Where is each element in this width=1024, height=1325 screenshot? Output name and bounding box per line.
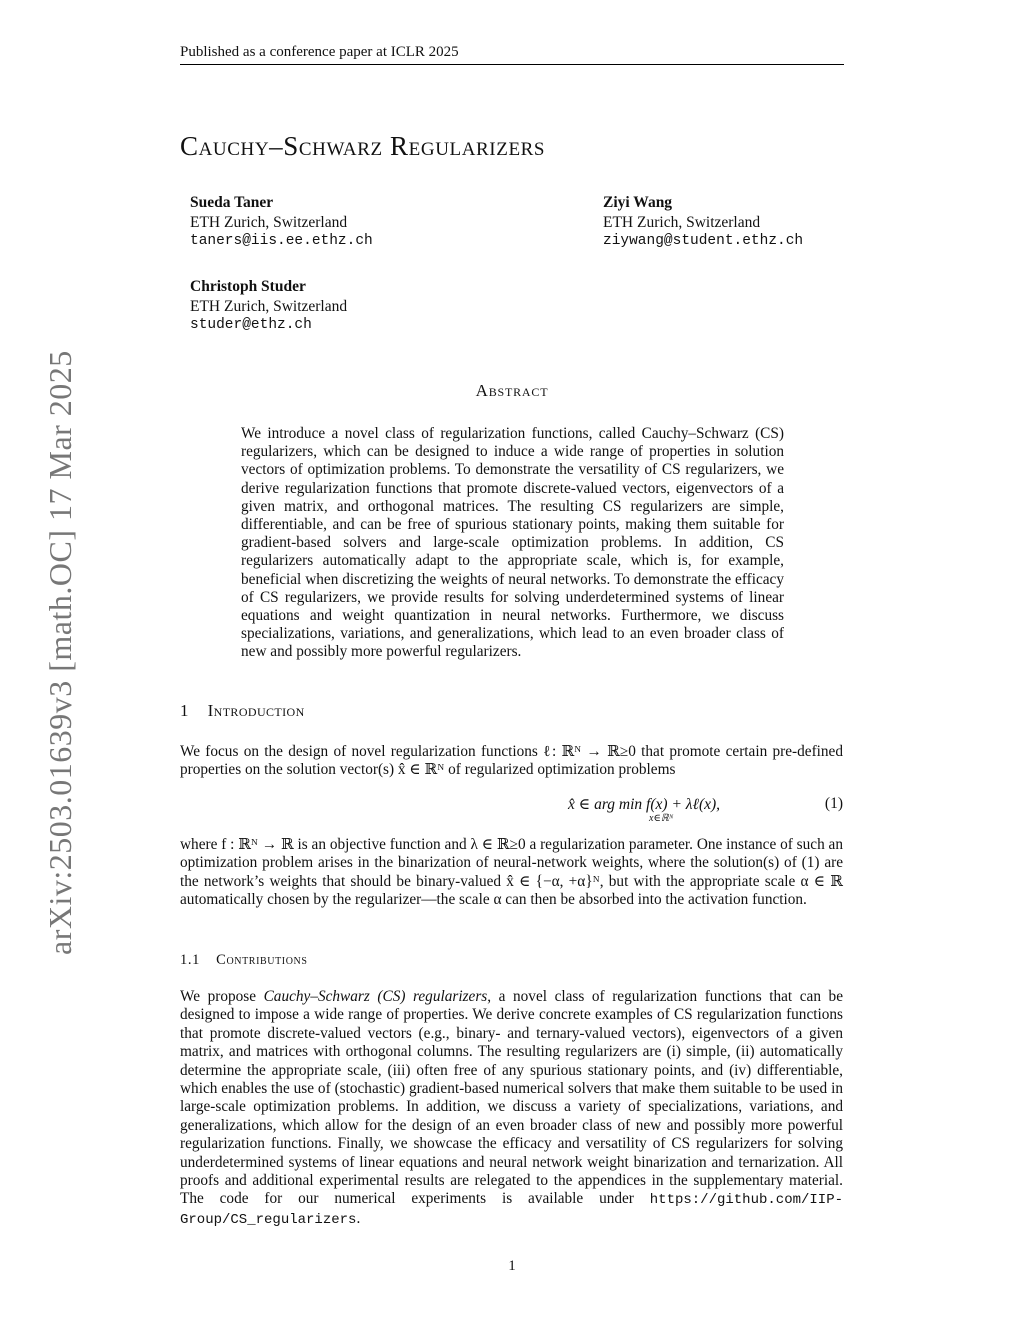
emphasis: Cauchy–Schwarz (CS) regularizers bbox=[263, 988, 488, 1005]
author-name: Christoph Studer bbox=[190, 278, 306, 295]
equation-1 bbox=[180, 793, 843, 829]
author-email[interactable]: studer@ethz.ch bbox=[190, 317, 312, 333]
author-block bbox=[603, 193, 803, 252]
subsection-heading bbox=[180, 952, 308, 969]
subsection-title: Contributions bbox=[216, 952, 308, 968]
author-affiliation: ETH Zurich, Switzerland bbox=[190, 213, 348, 231]
text-run: , a novel class of regularization functions that can be designed to impose a wide range of properties. We derive concrete examples of CS regularization functions that promote discrete-valued vectors (e.g., binary- and ternary-valued vectors), eigenvectors of a given matrix, and matrices with orthogonal columns. The resulting regularizers are (i) simple, (ii) automatically determine the appropriate scale, (iii) often free of any spurious stationary points, and (iv) differentiable, which enables the use of (stochastic) gradient-based numerical solvers that make them suitable to be used in large-scale optimization problems. In addition, we discuss a variety of specializations, variations, and generalizations, which allow for the design of an even broader class of new and possibly more powerful regularization functions. Finally, we showcase the efficacy and versatility of CS regularizers for solving underdetermined systems of linear equations and neural network weight binarization and ternarization. All proofs and additional experimental results are relegated to the appendices in the supplementary material. The code for our numerical experiments is available under bbox=[180, 988, 843, 1208]
section-number: 1 bbox=[180, 701, 189, 720]
equation-subscript: x∈ℝᴺ bbox=[649, 813, 674, 824]
author-email[interactable]: ziywang@student.ethz.ch bbox=[603, 233, 804, 249]
paper-title: Cauchy–Schwarz Regularizers bbox=[180, 131, 546, 161]
text-run: We propose bbox=[180, 988, 264, 1005]
abstract-text: We introduce a novel class of regularization functions, called Cauchy–Schwarz (CS) regularizers, which can be designed to induce a wide range of properties in solution vectors of optimization problems. To demonstrate the versatility of CS regularizers, we derive regularization functions that promote discrete-valued vectors, eigenvectors of a given matrix, and orthogonal matrices. The resulting CS regularizers are simple, differentiable, and can be free of spurious stationary points, making them suitable for gradient-based solvers and large-scale optimization problems. In addition, CS regularizers automatically adapt to the appropriate scale, which is, for example, beneficial when discretizing the weights of neural networks. To demonstrate the efficacy of CS regularizers, we provide results for solving underdetermined systems of linear equations and weight quantization in neural networks. Furthermore, we discuss specializations, variations, and generalizations, which lead to an even broader class of new and possibly more powerful regularizers. bbox=[241, 425, 784, 661]
page-number: 1 bbox=[508, 1258, 516, 1274]
intro-paragraph: We focus on the design of novel regularization functions ℓ: ℝᴺ → ℝ≥0 that promote certain pre-defined properties on the solution vector(s) x̂ ∈ ℝᴺ of regularized optimization problems bbox=[180, 743, 843, 779]
code-url-link[interactable]: https://github.com/IIP-Group/CS_regularizers bbox=[180, 1192, 843, 1228]
subsection-number: 1.1 bbox=[180, 952, 200, 968]
author-email[interactable]: taners@iis.ee.ethz.ch bbox=[190, 233, 373, 249]
author-block bbox=[190, 277, 347, 336]
author-name: Ziyi Wang bbox=[603, 194, 673, 211]
intro-paragraph: where f : ℝᴺ → ℝ is an objective function and λ ∈ ℝ≥0 a regularization parameter. One instance of such an optimization problem arises in the binarization of neural-network weights, where the solution(s) of (1) are the network’s weights that should be binary-valued x̂ ∈ {−α, +α}ᴺ, but with the appropriate scale α ∈ ℝ automatically chosen by the regularizer—the scale α can then be absorbed into the activation function. bbox=[180, 836, 843, 909]
abstract-heading: Abstract bbox=[475, 381, 549, 400]
section-title: Introduction bbox=[207, 701, 305, 720]
contributions-paragraph bbox=[180, 988, 843, 1229]
author-block bbox=[190, 193, 373, 252]
author-affiliation: ETH Zurich, Switzerland bbox=[190, 297, 348, 315]
author-name: Sueda Taner bbox=[190, 194, 274, 211]
arxiv-stamp: arXiv:2503.01639v3 [math.OC] 17 Mar 2025 bbox=[42, 350, 78, 955]
running-header: Published as a conference paper at ICLR 2025 bbox=[180, 44, 844, 65]
section-heading bbox=[180, 701, 305, 721]
equation-number: (1) bbox=[824, 795, 843, 812]
equation-body: x̂ ∈ arg min f(x) + λℓ(x), bbox=[568, 796, 721, 813]
author-affiliation: ETH Zurich, Switzerland bbox=[603, 213, 761, 231]
text-run: . bbox=[356, 1209, 361, 1227]
